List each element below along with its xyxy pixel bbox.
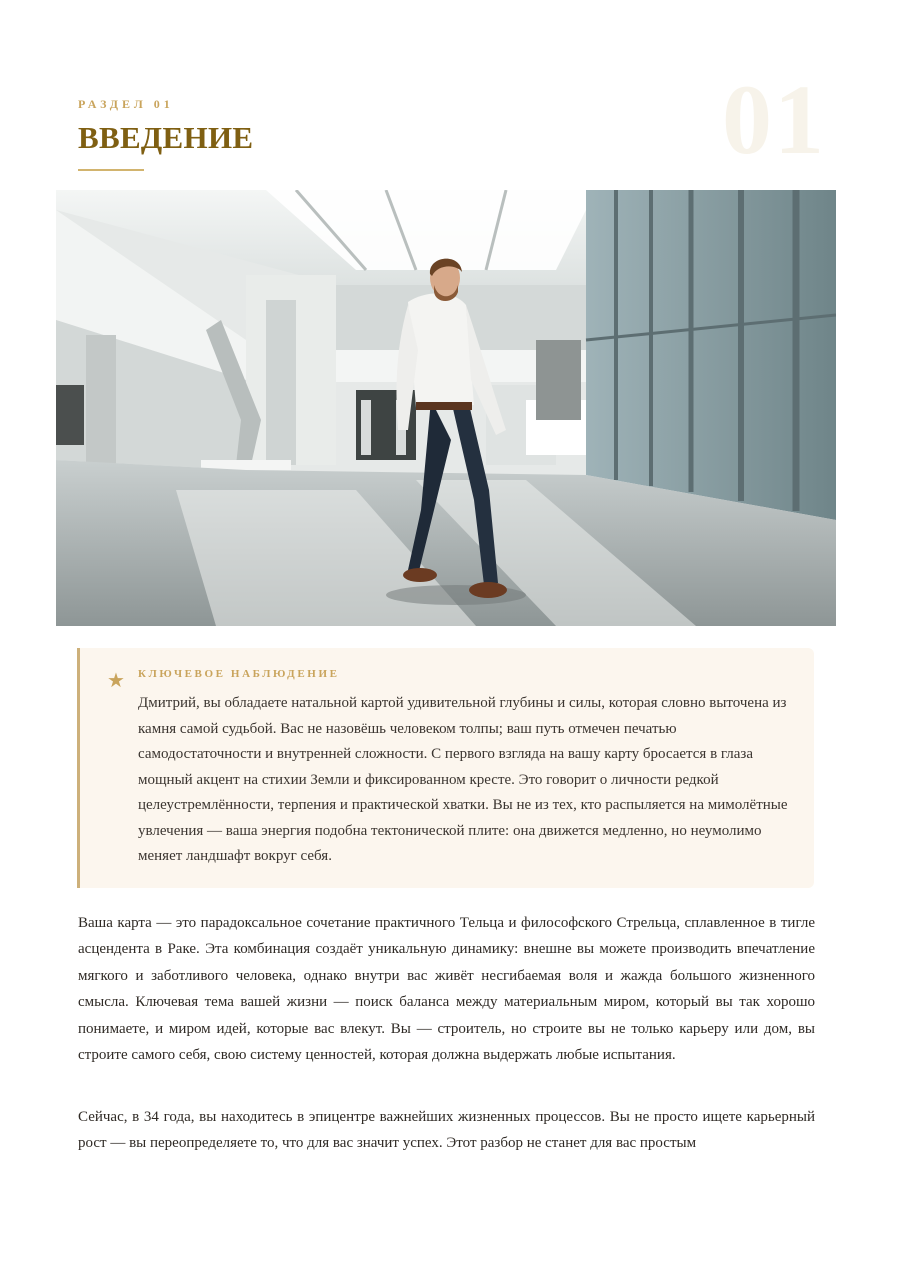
callout-text: Дмитрий, вы обладаете натальной картой удивительной глубины и силы, которая словно выточена из камня самой судьбой. Вас не назовёшь человеком толпы; ваш путь отмечен печатью самодостаточности и внутренней сложности. С первого взгляда на вашу карту бросается в глаза мощный акцент на стихии Земли и фиксированном кресте. Это говорит о личности редкой целеустремлённости, терпения и практической хватки. Вы не из тех, кто распыляется на мимолётные увлечения — ваша энергия подобна тектонической плите: она движется медленно, но неумолимо меняет ландшафт вокруг себя. <box>138 695 788 864</box>
star-icon: ★ <box>107 670 125 692</box>
section-eyebrow: РАЗДЕЛ 01 <box>78 97 174 111</box>
section-number-watermark: 01 <box>722 64 826 175</box>
key-observation-callout <box>77 648 814 888</box>
section-title: ВВЕДЕНИЕ <box>78 120 254 155</box>
title-underline <box>78 169 144 171</box>
body-paragraph-1: Ваша карта — это парадоксальное сочетание практичного Тельца и философского Стрельца, сплавленное в тигле асцендента в Раке. Эта комбинация создаёт уникальную динамику: внешне вы можете производить впечатление мягкого и заботливого человека, однако внутри вас живёт несгибаемая воля и жажда большого жизненного смысла. Ключевая тема вашей жизни — поиск баланса между материальным миром, который вы так хорошо понимаете, и миром идей, которые вас влекут. Вы — строитель, но строите вы не только карьеру или дом, вы строите самого себя, свою систему ценностей, которая должна выдержать любые испытания. <box>78 915 815 1064</box>
body-paragraph-2: Сейчас, в 34 года, вы находитесь в эпицентре важнейших жизненных процессов. Вы не просто ищете карьерный рост — вы переопределяете то, что для вас значит успех. Этот разбор не станет для вас простым <box>78 1109 815 1152</box>
callout-label: КЛЮЧЕВОЕ НАБЛЮДЕНИЕ <box>138 668 340 680</box>
hero-image <box>56 190 836 626</box>
